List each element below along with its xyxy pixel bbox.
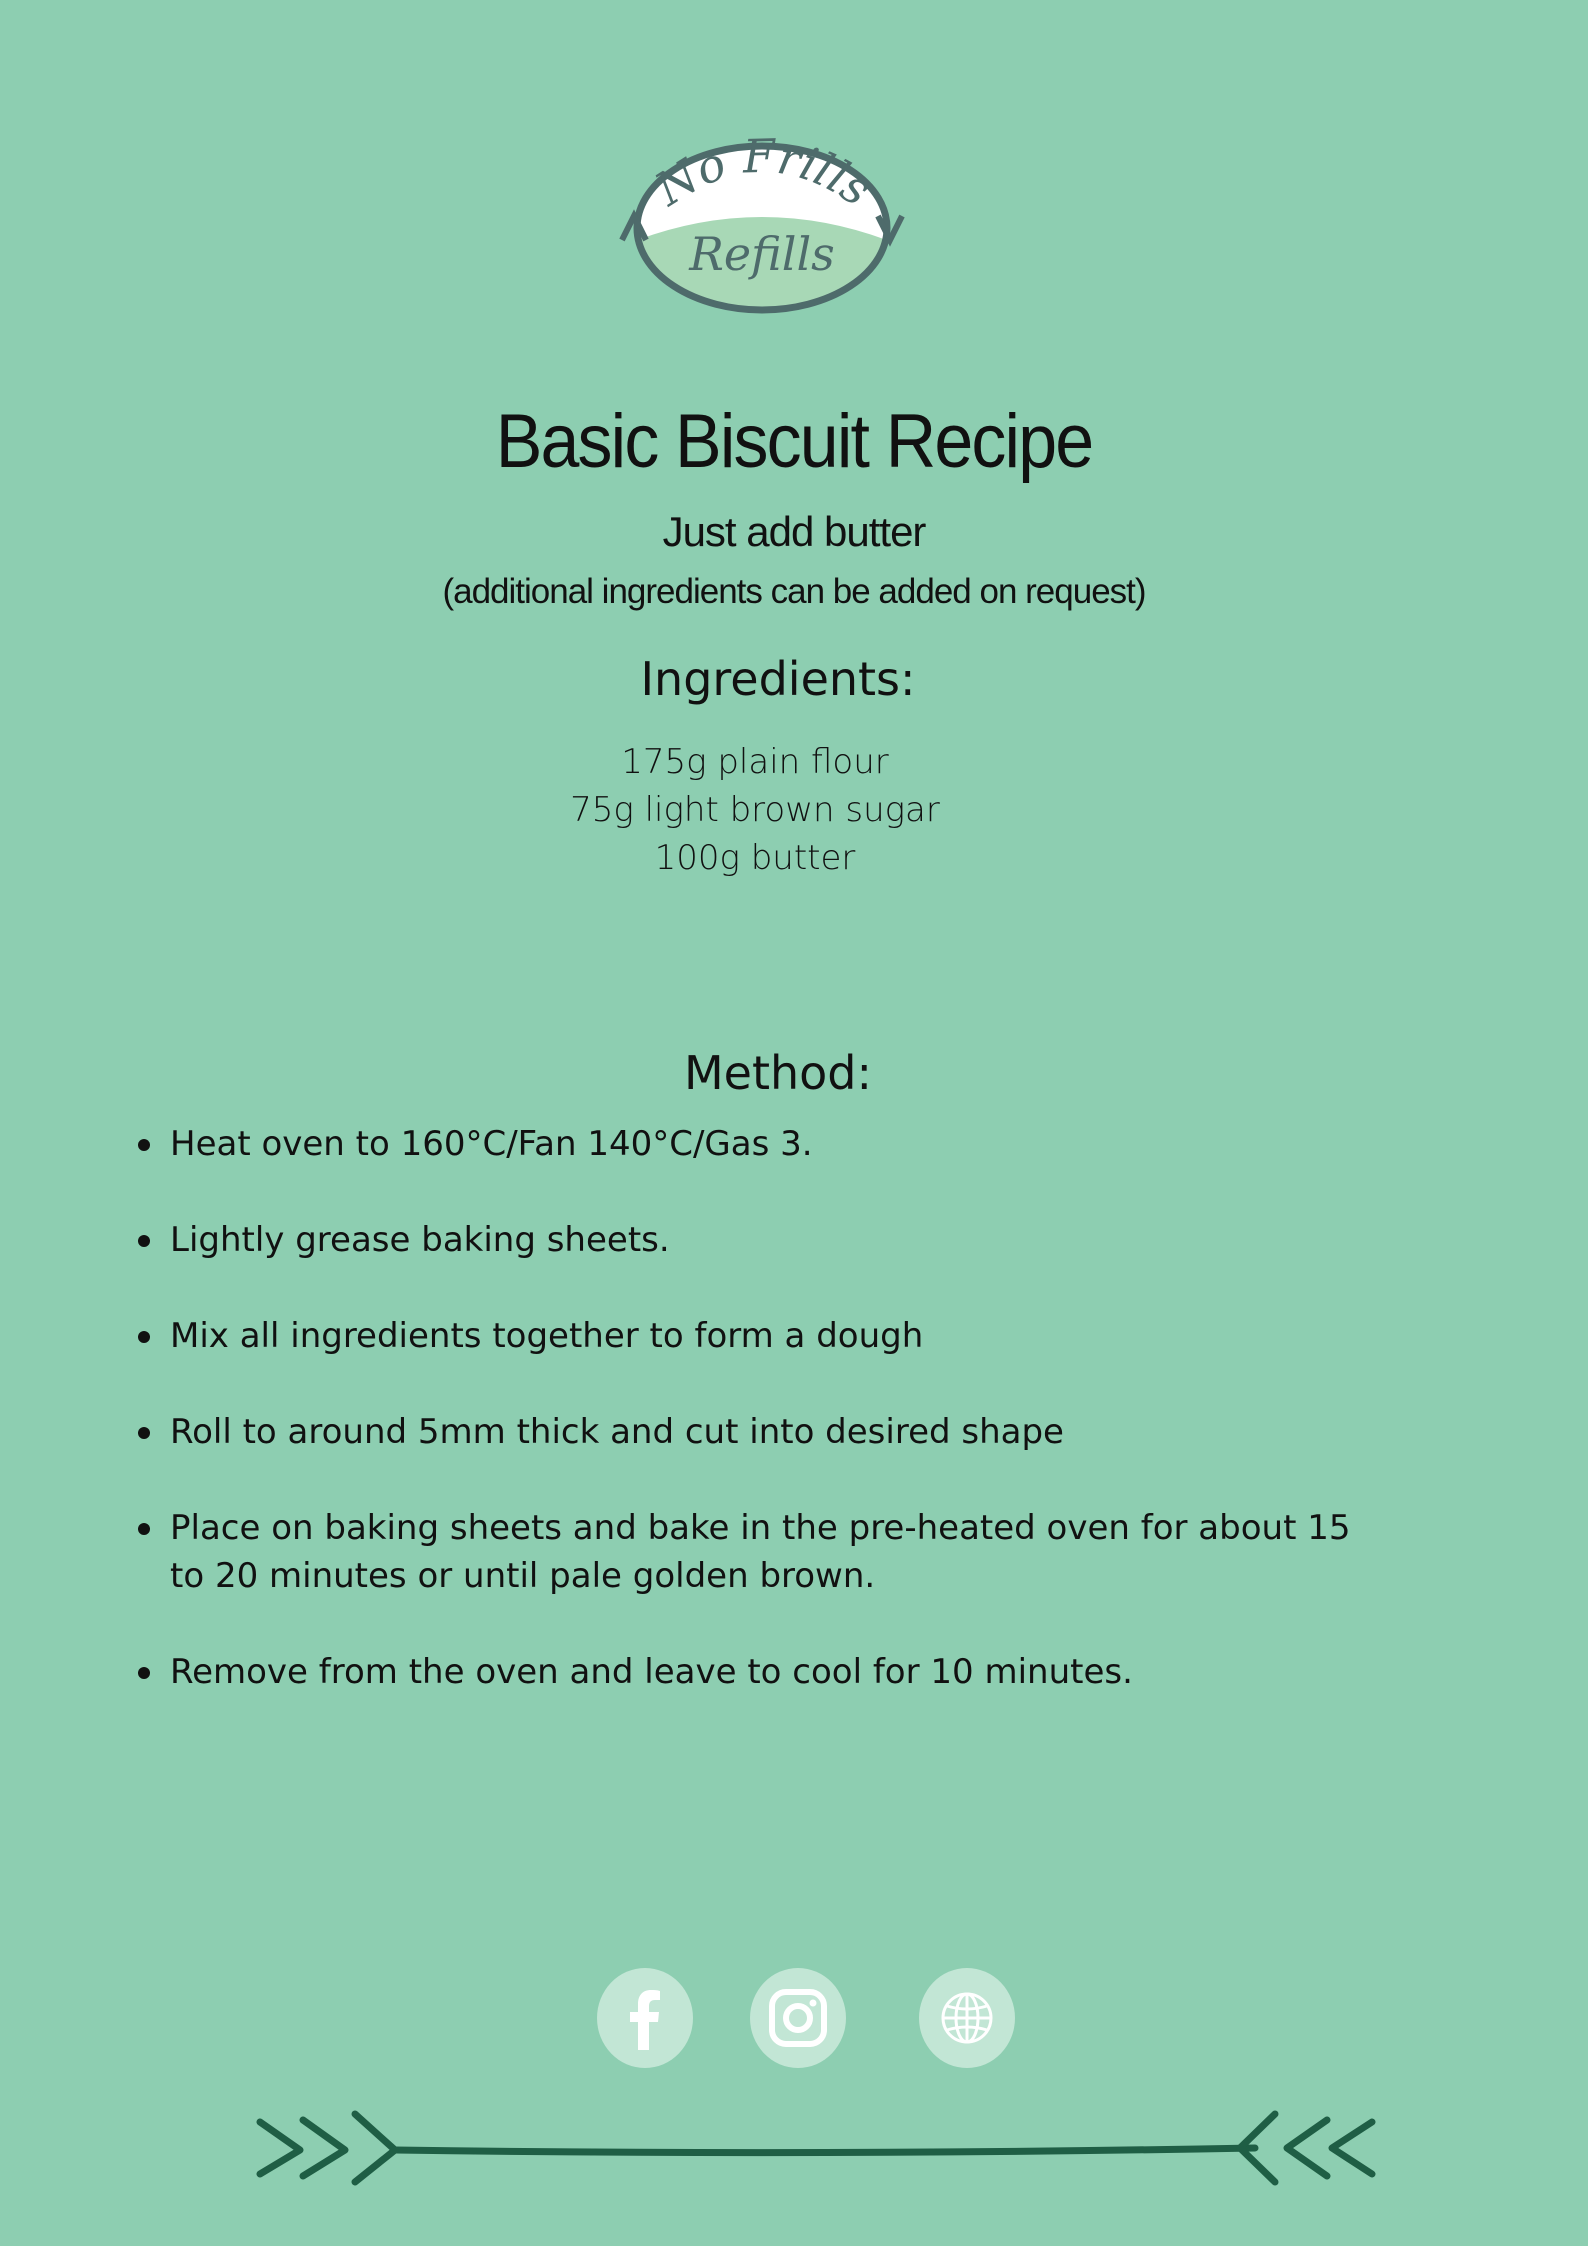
recipe-note: (additional ingredients can be added on request) [442,572,1146,611]
no-frills-refills-logo [612,132,912,322]
method-step: Lightly grease baking sheets. [130,1216,1390,1264]
instagram-link[interactable] [750,1968,846,2068]
ingredients-list [0,738,1510,882]
globe-icon [919,1968,1015,2068]
ingredient-item: 75g light brown sugar [570,790,940,830]
recipe-subtitle: Just add butter [662,508,926,555]
method-step: Mix all ingredients together to form a dough [130,1312,1390,1360]
method-step: Remove from the oven and leave to cool for 10 minutes. [130,1648,1390,1696]
method-list [130,1120,1390,1744]
facebook-link[interactable] [597,1968,693,2068]
method-step: Place on baking sheets and bake in the pre-heated oven for about 15 to 20 minutes or until pale golden brown. [130,1504,1390,1600]
logo-line2: Refills [689,227,835,281]
website-link[interactable] [919,1968,1015,2068]
method-step: Roll to around 5mm thick and cut into desired shape [130,1408,1390,1456]
ingredient-item: 100g butter [654,838,856,878]
arrow-divider [255,2108,1377,2186]
instagram-icon [750,1968,846,2068]
ingredients-heading: Ingredients: [640,652,916,706]
ingredient-item: 175g plain flour [621,742,889,782]
recipe-title: Basic Biscuit Recipe [495,399,1093,484]
method-step: Heat oven to 160°C/Fan 140°C/Gas 3. [130,1120,1390,1168]
facebook-icon [597,1968,693,2068]
social-links [0,1968,1588,2072]
logo-line1: No Frills [645,132,882,217]
method-heading: Method: [683,1046,873,1100]
